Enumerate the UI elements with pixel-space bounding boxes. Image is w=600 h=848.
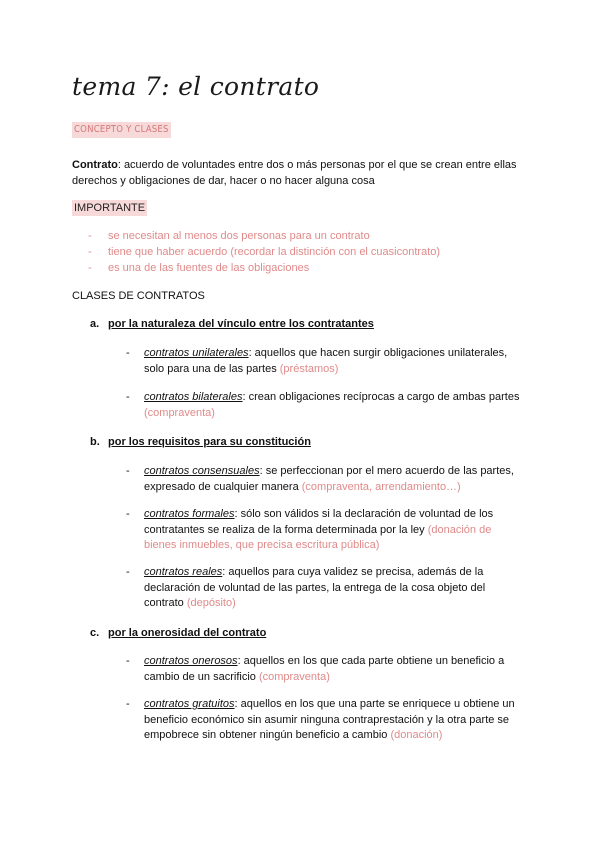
list-item: - contratos onerosos: aquellos en los que cada parte obtiene un beneficio a cambio de un sacrificio (compraventa) — [126, 655, 505, 683]
section-heading-a: a. por la naturaleza del vínculo entre los contratantes — [90, 318, 374, 330]
list-item: - contratos formales: sólo son válidos si la declaración de voluntad de los contratantes se realiza de la forma determinada por la ley (donación de bienes inmuebles, que precisa escritura pública) — [126, 508, 494, 551]
section-heading-c: c. por la onerosidad del contrato — [90, 627, 267, 639]
list-item: - contratos gratuitos: aquellos en los que una parte se enriquece u obtiene un beneficio económico sin asumir ninguna contraprestación y la otra parte se empobrece sin obtener ningún beneficio a cambio (donación) — [126, 698, 515, 741]
item-term: contratos formales — [144, 508, 235, 520]
definition-paragraph — [72, 157, 542, 189]
item-term: contratos reales — [144, 566, 223, 578]
item-term: contratos onerosos — [144, 655, 238, 667]
item-term: contratos bilaterales — [144, 391, 243, 403]
list-item: - contratos consensuales: se perfeccionan por el mero acuerdo de las partes, expresado de cualquier manera (compraventa, arrendamiento…) — [126, 465, 514, 493]
list-item: - tiene que haber acuerdo (recordar la distinción con el cuasicontrato) — [88, 246, 441, 258]
item-term: contratos gratuitos — [144, 698, 235, 710]
list-item: - contratos unilaterales: aquellos que hacen surgir obligaciones unilaterales, solo para una de las partes (préstamos) — [126, 347, 508, 375]
definition-term: Contrato — [72, 159, 118, 171]
item-term: contratos unilaterales — [144, 347, 249, 359]
importante-list — [88, 228, 440, 276]
section-heading-b: b. por los requisitos para su constitución — [90, 436, 311, 448]
list-item: - contratos bilaterales: crean obligaciones recíprocas a cargo de ambas partes (compraventa) — [126, 391, 520, 419]
definition-text: : acuerdo de voluntades entre dos o más personas por el que se crean entre ellas derechos y obligaciones de dar, hacer o no hacer alguna cosa — [72, 159, 517, 187]
list-item: - es una de las fuentes de las obligaciones — [88, 262, 310, 274]
list-item: - se necesitan al menos dos personas para un contrato — [88, 230, 370, 242]
list-item: - contratos reales: aquellos para cuya validez se precisa, además de la declaración de voluntad de las partes, la entrega de la cosa objeto del contrato (depósito) — [126, 566, 486, 609]
importante-label: IMPORTANTE — [74, 202, 146, 214]
page-title: tema 7: el contrato — [72, 72, 320, 101]
item-term: contratos consensuales — [144, 465, 260, 477]
clases-label: CLASES DE CONTRATOS — [72, 290, 205, 302]
concepto-label: CONCEPTO Y CLASES — [72, 122, 171, 138]
